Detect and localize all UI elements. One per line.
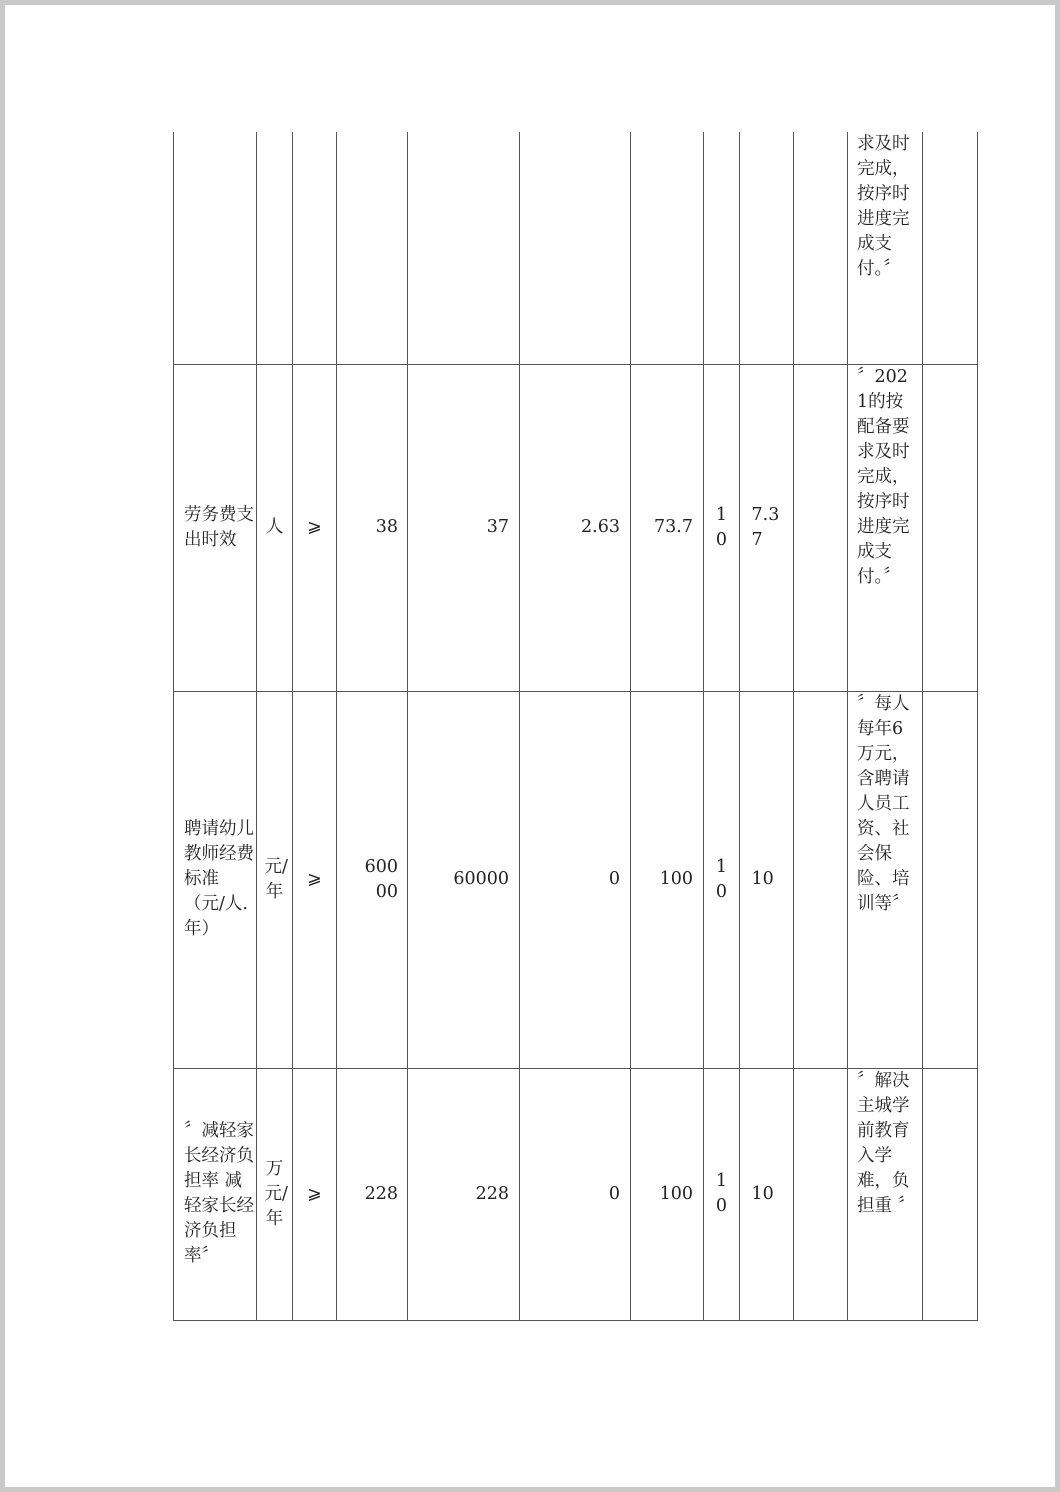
operator-cell (293, 132, 337, 364)
rate-cell: 100 (631, 691, 704, 1068)
performance-table (173, 132, 978, 1321)
rate-cell: 0 (520, 1068, 631, 1320)
rate-cell: 100 (631, 1068, 704, 1320)
score-cell (740, 364, 794, 691)
indicator-cell: 聘请幼儿教师经费标准（元/人.年） (174, 691, 257, 1068)
target-value: 38 (375, 517, 398, 537)
blank-cell (794, 132, 848, 364)
weight-value: 10 (715, 856, 728, 902)
actual-value-cell: 37 (408, 364, 520, 691)
unit-cell (257, 691, 293, 1068)
unit-cell (257, 364, 293, 691)
weight-value: 10 (715, 1171, 728, 1216)
target-value-cell (337, 1068, 408, 1320)
score-cell (740, 132, 794, 364)
score-cell (740, 1068, 794, 1320)
actual-value-cell: 228 (408, 1068, 520, 1320)
score-value: 10 (751, 1183, 774, 1204)
score-cell (740, 691, 794, 1068)
note-cell: 〞每人每年6万元，含聘请人员工资、社会保险、培训等〞 (848, 691, 923, 1068)
weight-cell (704, 132, 740, 364)
table-row (174, 1068, 978, 1320)
rate-cell: 2.63 (520, 364, 631, 691)
weight-cell (704, 691, 740, 1068)
unit-cell (257, 132, 293, 364)
indicator-cell: 劳务费支出时效 (174, 364, 257, 691)
note-cell: 〞解决主城学前教育入学难，负担重 〞 (848, 1068, 923, 1320)
target-value-cell (337, 691, 408, 1068)
remark-cell (923, 691, 978, 1068)
unit-text: 人 (265, 517, 284, 537)
rate-cell (631, 132, 704, 364)
unit-text: 万元/年 (264, 1158, 288, 1229)
blank-cell (794, 364, 848, 691)
target-value-cell (337, 364, 408, 691)
note-cell: 〞2021的按配备要求及时完成，按序时进度完成支付。〞 (848, 364, 923, 691)
blank-cell (794, 691, 848, 1068)
remark-cell (923, 1068, 978, 1320)
weight-cell (704, 1068, 740, 1320)
operator-cell: ⩾ (293, 1068, 337, 1320)
rate-cell (520, 132, 631, 364)
score-value: 7.37 (751, 504, 780, 550)
rate-cell: 0 (520, 691, 631, 1068)
target-value: 60000 (364, 856, 398, 902)
unit-text: 元/年 (264, 856, 288, 902)
remark-cell (923, 364, 978, 691)
table-row (174, 132, 978, 364)
score-value: 10 (751, 869, 774, 889)
actual-value-cell (408, 132, 520, 364)
target-value-cell (337, 132, 408, 364)
rate-cell: 73.7 (631, 364, 704, 691)
note-cell: 求及时完成，按序时进度完成支付。〞 (848, 132, 923, 364)
blank-cell (794, 1068, 848, 1320)
indicator-cell: 〞减轻家长经济负担率 减轻家长经济负担率〞 (174, 1068, 257, 1320)
target-value: 228 (364, 1183, 398, 1204)
weight-value: 10 (715, 504, 728, 550)
unit-cell (257, 1068, 293, 1320)
remark-cell (923, 132, 978, 364)
operator-cell: ⩾ (293, 691, 337, 1068)
indicator-cell (174, 132, 257, 364)
table-row (174, 691, 978, 1068)
table-row (174, 364, 978, 691)
actual-value-cell: 60000 (408, 691, 520, 1068)
document-page (5, 5, 1055, 1487)
operator-cell: ⩾ (293, 364, 337, 691)
weight-cell (704, 364, 740, 691)
